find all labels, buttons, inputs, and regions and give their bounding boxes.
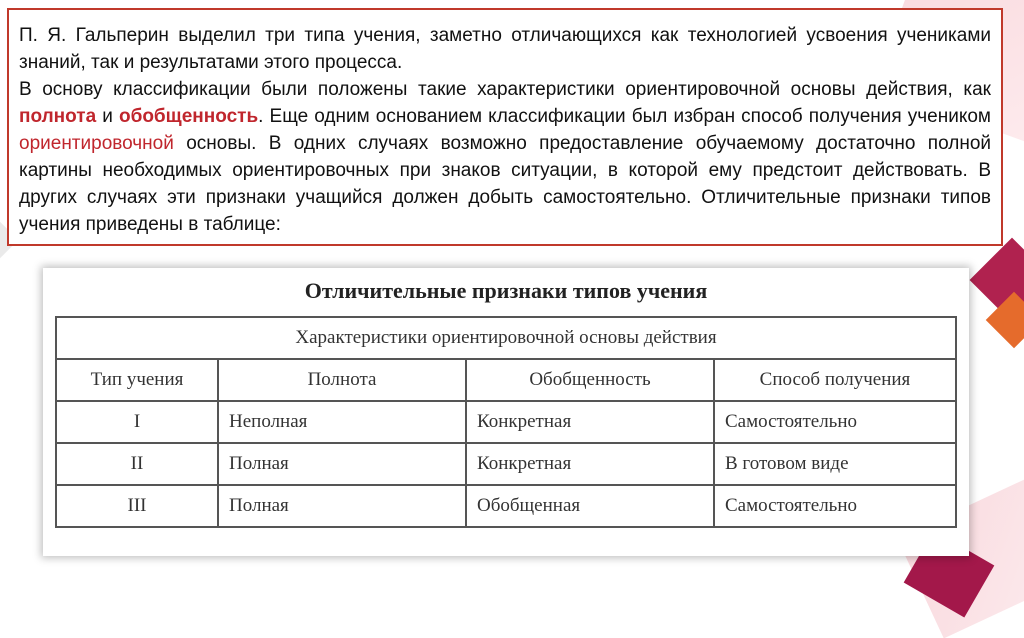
header-method: Способ получения: [714, 359, 956, 401]
highlight-orientation: ориентировочной: [19, 133, 174, 154]
paragraph-2-part-4: основы. В одних случаях возможно предоставление обучаемому достаточно полной картины необходимых ориентировочных при знаков ситуации, в которой ему предстоит действовать. В других случаях эти признаки учащийся должен добыть самостоятельно. Отличительные признаки типов учения приведены в таблице:: [19, 133, 991, 235]
table-header-row: [56, 359, 956, 401]
paragraph-2-part-2: и: [96, 106, 119, 127]
cell-generality: Конкретная: [466, 443, 714, 485]
cell-method: Самостоятельно: [714, 485, 956, 527]
paragraph-2-part-1: В основу классификации были положены такие характеристики ориентировочной основы действия, как: [19, 79, 991, 100]
header-generality: Обобщенность: [466, 359, 714, 401]
cell-completeness: Полная: [218, 485, 466, 527]
header-completeness: Полнота: [218, 359, 466, 401]
cell-completeness: Полная: [218, 443, 466, 485]
table-row: [56, 485, 956, 527]
cell-type: III: [56, 485, 218, 527]
text-box: [7, 8, 1003, 246]
cell-completeness: Неполная: [218, 401, 466, 443]
cell-type: II: [56, 443, 218, 485]
cell-method: В готовом виде: [714, 443, 956, 485]
paragraph-1: П. Я. Гальперин выделил три типа учения, заметно отличающихся как технологией усвоения учениками знаний, так и результатами этого процесса.: [19, 25, 991, 73]
cell-method: Самостоятельно: [714, 401, 956, 443]
group-header-cell: Характеристики ориентировочной основы действия: [56, 317, 956, 359]
table-image-panel: [43, 268, 969, 556]
table-row: [56, 401, 956, 443]
paragraph-2-part-3: . Еще одним основанием классификации был избран способ получения учеником: [258, 106, 991, 127]
learning-types-table: [55, 316, 957, 528]
highlight-completeness: полнота: [19, 106, 97, 127]
cell-type: I: [56, 401, 218, 443]
header-type: Тип учения: [56, 359, 218, 401]
cell-generality: Обобщенная: [466, 485, 714, 527]
paragraph-2: [19, 76, 991, 238]
cell-generality: Конкретная: [466, 401, 714, 443]
table-title: Отличительные признаки типов учения: [304, 278, 708, 303]
table-row: [56, 443, 956, 485]
table-group-header-row: [56, 317, 956, 359]
highlight-generality: обобщенность: [118, 106, 259, 127]
